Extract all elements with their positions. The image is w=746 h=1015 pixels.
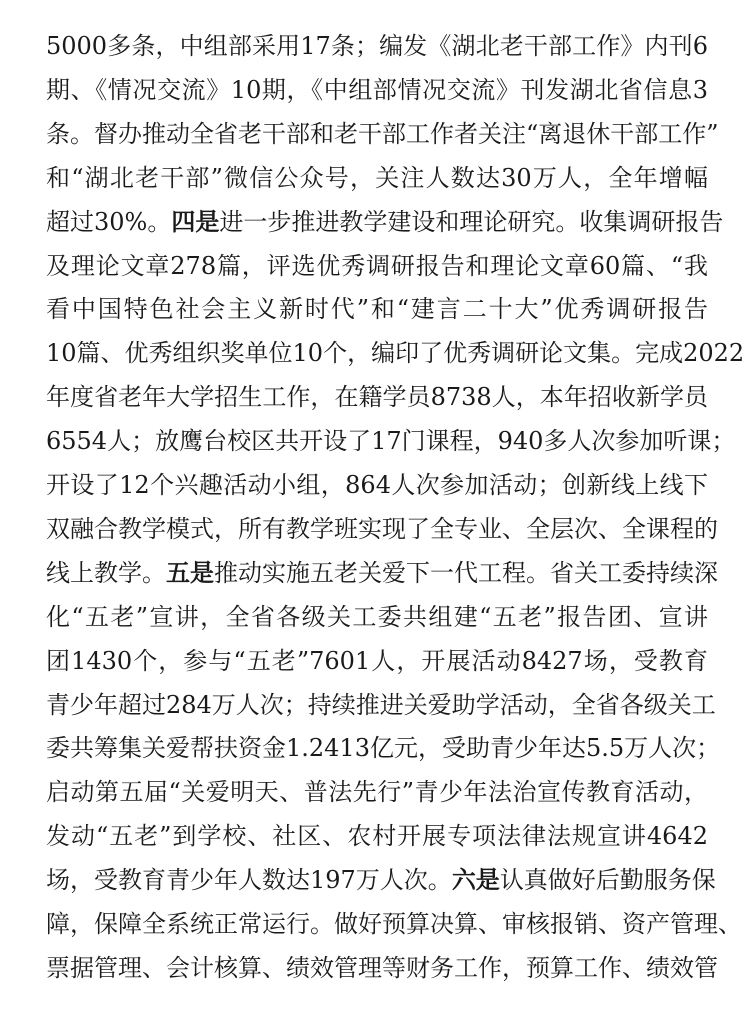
text-line — [46, 249, 708, 283]
bold-heading-text: 五是 — [166, 558, 214, 587]
bold-heading-text: 六是 — [451, 866, 500, 895]
text-line — [46, 644, 708, 678]
text-line — [46, 205, 724, 239]
text-line — [46, 336, 745, 370]
text-line — [46, 819, 708, 853]
text-line — [46, 117, 719, 151]
text-line — [46, 380, 708, 414]
line-text: 5000多条，中组部采用17条；编发《湖北老干部工作》内刊6 — [46, 32, 708, 60]
text-line — [46, 688, 716, 722]
line-text: 双融合教学模式，所有教学班实现了全专业、全层次、全课程的 — [46, 514, 718, 543]
text-line — [46, 292, 708, 326]
text-line — [46, 556, 718, 590]
line-text: 团1430个，参与“五老”7601人，开展活动8427场，受教育 — [46, 646, 708, 675]
text-line — [46, 29, 708, 63]
text-line — [46, 907, 742, 941]
line-text: 推动实施五老关爱下一代工程。省关工委持续深 — [214, 558, 718, 587]
text-line — [46, 731, 721, 765]
text-line — [46, 161, 708, 195]
line-text: 场，受教育青少年人数达197万人次。 — [46, 866, 452, 895]
line-text: 10篇、优秀组织奖单位10个，编印了优秀调研论文集。完成2022 — [46, 339, 745, 368]
text-line — [46, 512, 718, 546]
line-text: 条。督办推动全省老干部和老干部工作者关注“离退休干部工作” — [46, 119, 719, 148]
line-text: 青少年超过284万人次；持续推进关爱助学活动，全省各级关工 — [46, 690, 716, 719]
line-text: 障，保障全系统正常运行。做好预算决算、审核报销、资产管理、 — [46, 910, 742, 938]
line-text: 票据管理、会计核算、绩效管理等财务工作，预算工作、绩效管 — [46, 953, 718, 982]
line-text: 期、《情况交流》10期，《中组部情况交流》刊发湖北省信息3 — [46, 75, 708, 104]
text-line — [46, 775, 708, 809]
line-text: 和“湖北老干部”微信公众号，关注人数达30万人，全年增幅 — [46, 163, 708, 192]
line-text: 化“五老”宣讲，全省各级关工委共组建“五老”报告团、宣讲 — [46, 602, 708, 631]
line-text: 年度省老年大学招生工作，在籍学员8738人，本年招收新学员 — [46, 383, 708, 412]
line-text: 6554人；放鹰台校区共开设了17门课程，940多人次参加听课； — [46, 427, 736, 456]
text-line — [46, 73, 708, 107]
line-text: 看中国特色社会主义新时代”和“建言二十大”优秀调研报告 — [46, 295, 708, 324]
line-text: 及理论文章278篇，评选优秀调研报告和理论文章60篇、“我 — [46, 251, 708, 280]
text-line — [46, 600, 708, 634]
bold-heading-text: 四是 — [171, 207, 220, 236]
text-line — [46, 863, 716, 897]
line-text: 超过30%。 — [46, 207, 172, 236]
line-text: 开设了12个兴趣活动小组，864人次参加活动；创新线上线下 — [46, 471, 708, 499]
line-text: 进一步推进教学建设和理论研究。收集调研报告 — [219, 207, 724, 236]
text-line — [46, 468, 708, 502]
line-text: 认真做好后勤服务保 — [499, 866, 716, 895]
line-text: 启动第五届“关爱明天、普法先行”青少年法治宣传教育活动， — [46, 778, 708, 807]
text-line — [46, 951, 718, 985]
text-line — [46, 424, 736, 458]
line-text: 委共筹集关爱帮扶资金1.2413亿元，受助青少年达5.5万人次； — [46, 734, 721, 763]
line-text: 发动“五老”到学校、社区、农村开展专项法律法规宣讲4642 — [46, 822, 708, 851]
line-text: 线上教学。 — [46, 558, 166, 587]
